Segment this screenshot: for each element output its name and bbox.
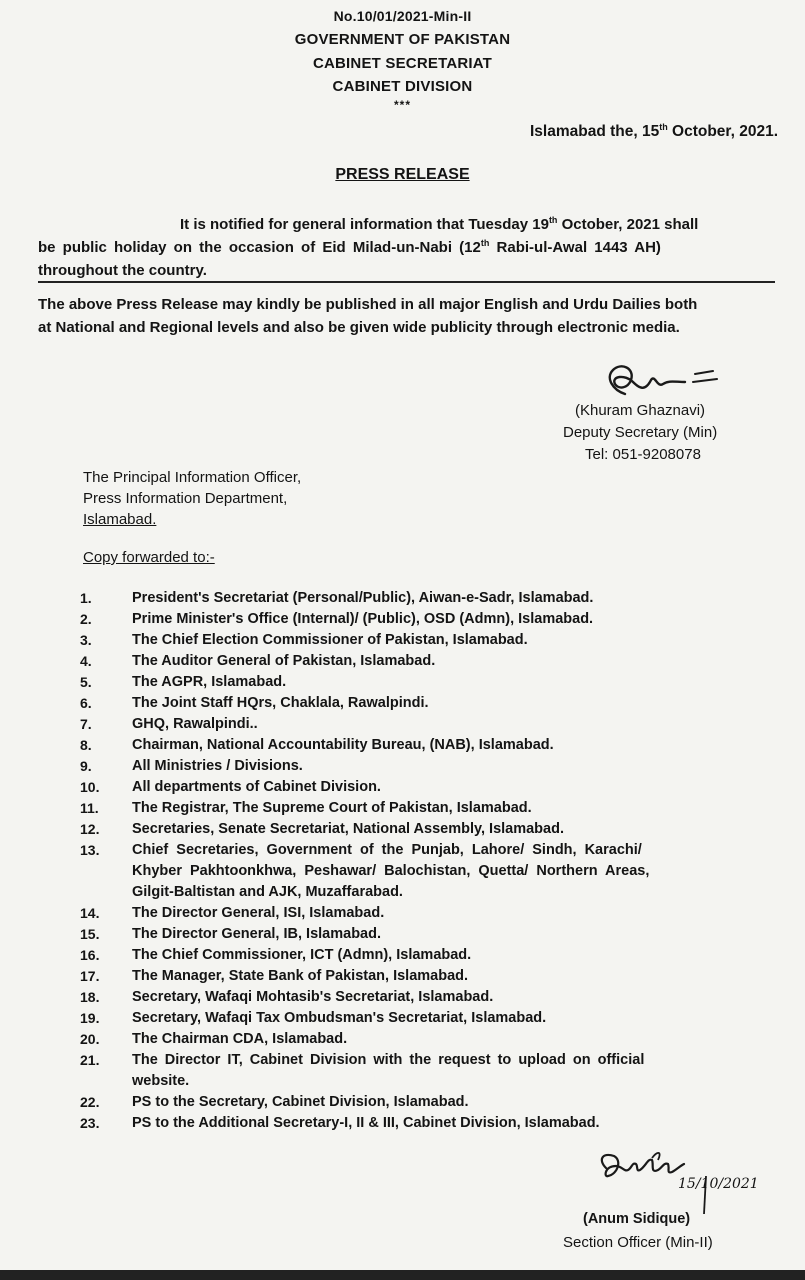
copy-list-item: The Joint Staff HQrs, Chaklala, Rawalpindi. (132, 695, 429, 711)
copy-list-item: Secretaries, Senate Secretariat, National Assembly, Islamabad. (132, 821, 564, 837)
signatory1-tel: Tel: 051-9208078 (585, 446, 701, 463)
copy-list-number: 15. (80, 926, 100, 942)
copy-list-item: GHQ, Rawalpindi.. (132, 716, 258, 732)
signatory2-designation: Section Officer (Min-II) (563, 1234, 713, 1251)
header-secretariat: CABINET SECRETARIAT (312, 55, 493, 72)
addressee-line-3: Islamabad. (83, 511, 157, 528)
copy-list-number: 17. (80, 968, 100, 984)
copy-list-number: 21. (80, 1052, 100, 1068)
notice-line-1: It is notified for general information that Tuesday 19th October, 2021 shall (180, 215, 699, 233)
copy-list-item: The Manager, State Bank of Pakistan, Islamabad. (132, 968, 469, 984)
addressee-line-1: The Principal Information Officer, (83, 469, 302, 486)
addressee-line-2: Press Information Department, (83, 490, 288, 507)
copy-list-item: Chief Secretaries, Government of the Punjab, Lahore/ Sindh, Karachi/ (132, 842, 642, 858)
copy-forwarded-heading: Copy forwarded to:- (83, 549, 215, 566)
copy-list-number: 4. (80, 653, 92, 669)
copy-list-number: 8. (80, 737, 92, 753)
copy-list-number: 1. (80, 590, 92, 606)
copy-list-number: 16. (80, 947, 100, 963)
copy-list-number: 13. (80, 842, 100, 858)
copy-list-item: All Ministries / Divisions. (132, 758, 303, 774)
copy-list-number: 23. (80, 1115, 100, 1131)
copy-list-number: 18. (80, 989, 100, 1005)
copy-list-number: 2. (80, 611, 92, 627)
reference-number: No.10/01/2021-Min-II (333, 8, 472, 24)
copy-list-number: 12. (80, 821, 100, 837)
signatory2-name: (Anum Sidique) (583, 1211, 691, 1227)
copy-list-item: Khyber Pakhtoonkhwa, Peshawar/ Balochistan, Quetta/ Northern Areas, (132, 863, 650, 879)
notice-line-2: be public holiday on the occasion of Eid Milad-un-Nabi (12th Rabi-ul-Awal 1443 AH) (38, 238, 661, 256)
copy-list-item: The Chief Commissioner, ICT (Admn), Islamabad. (132, 947, 472, 963)
copy-list-number: 14. (80, 905, 100, 921)
signatory1-name: (Khuram Ghaznavi) (575, 402, 706, 419)
copy-list-item: The Registrar, The Supreme Court of Pakistan, Islamabad. (132, 800, 532, 816)
copy-list-number: 3. (80, 632, 92, 648)
copy-list-item: The Director General, IB, Islamabad. (132, 926, 381, 942)
copy-list-item: The Chief Election Commissioner of Pakistan, Islamabad. (132, 632, 528, 648)
signature-khuram-ghaznavi (595, 360, 730, 405)
copy-list-item: PS to the Secretary, Cabinet Division, Islamabad. (132, 1094, 469, 1110)
copy-list-item: Chairman, National Accountability Bureau, (NAB), Islamabad. (132, 737, 554, 753)
header-stars: *** (393, 98, 411, 112)
copy-list-item: Secretary, Wafaqi Mohtasib's Secretariat, Islamabad. (132, 989, 494, 1005)
copy-list-item: The Chairman CDA, Islamabad. (132, 1031, 348, 1047)
issue-date: Islamabad the, 15th October, 2021. (529, 121, 778, 140)
copy-list-number: 19. (80, 1010, 100, 1026)
copy-list-number: 7. (80, 716, 92, 732)
publish-line-2: at National and Regional levels and also be given wide publicity through electronic media. (38, 319, 680, 336)
copy-list-number: 20. (80, 1031, 100, 1047)
publish-line-1: The above Press Release may kindly be published in all major English and Urdu Dailies both (38, 296, 698, 313)
notice-line-3: throughout the country. (38, 262, 207, 279)
copy-list-item: Gilgit-Baltistan and AJK, Muzaffarabad. (132, 884, 403, 900)
copy-list-number: 6. (80, 695, 92, 711)
copy-list-number: 10. (80, 779, 100, 795)
page-bottom-edge (0, 1270, 805, 1280)
copy-list-item: Prime Minister's Office (Internal)/ (Public), OSD (Admn), Islamabad. (132, 611, 594, 627)
copy-list-item: The Director General, ISI, Islamabad. (132, 905, 385, 921)
copy-list-item: All departments of Cabinet Division. (132, 779, 381, 795)
copy-list-item: The AGPR, Islamabad. (132, 674, 287, 690)
copy-list-item: Secretary, Wafaqi Tax Ombudsman's Secretariat, Islamabad. (132, 1010, 547, 1026)
copy-list-number: 22. (80, 1094, 100, 1110)
divider-line (38, 281, 775, 283)
copy-list-number: 9. (80, 758, 92, 774)
handwritten-date: 15/10/2021 (678, 1176, 759, 1192)
copy-list-item: The Director IT, Cabinet Division with the request to upload on official (132, 1052, 645, 1068)
header-government: GOVERNMENT OF PAKISTAN (294, 31, 511, 48)
copy-list-item: website. (132, 1073, 190, 1089)
document-title: PRESS RELEASE (335, 166, 470, 183)
header-division: CABINET DIVISION (332, 78, 473, 95)
copy-list-number: 5. (80, 674, 92, 690)
copy-list-item: President's Secretariat (Personal/Public), Aiwan-e-Sadr, Islamabad. (132, 590, 594, 606)
copy-list-item: The Auditor General of Pakistan, Islamabad. (132, 653, 436, 669)
copy-list-number: 11. (80, 800, 99, 816)
copy-list-item: PS to the Additional Secretary-I, II & III, Cabinet Division, Islamabad. (132, 1115, 600, 1131)
signatory1-designation: Deputy Secretary (Min) (563, 424, 718, 441)
